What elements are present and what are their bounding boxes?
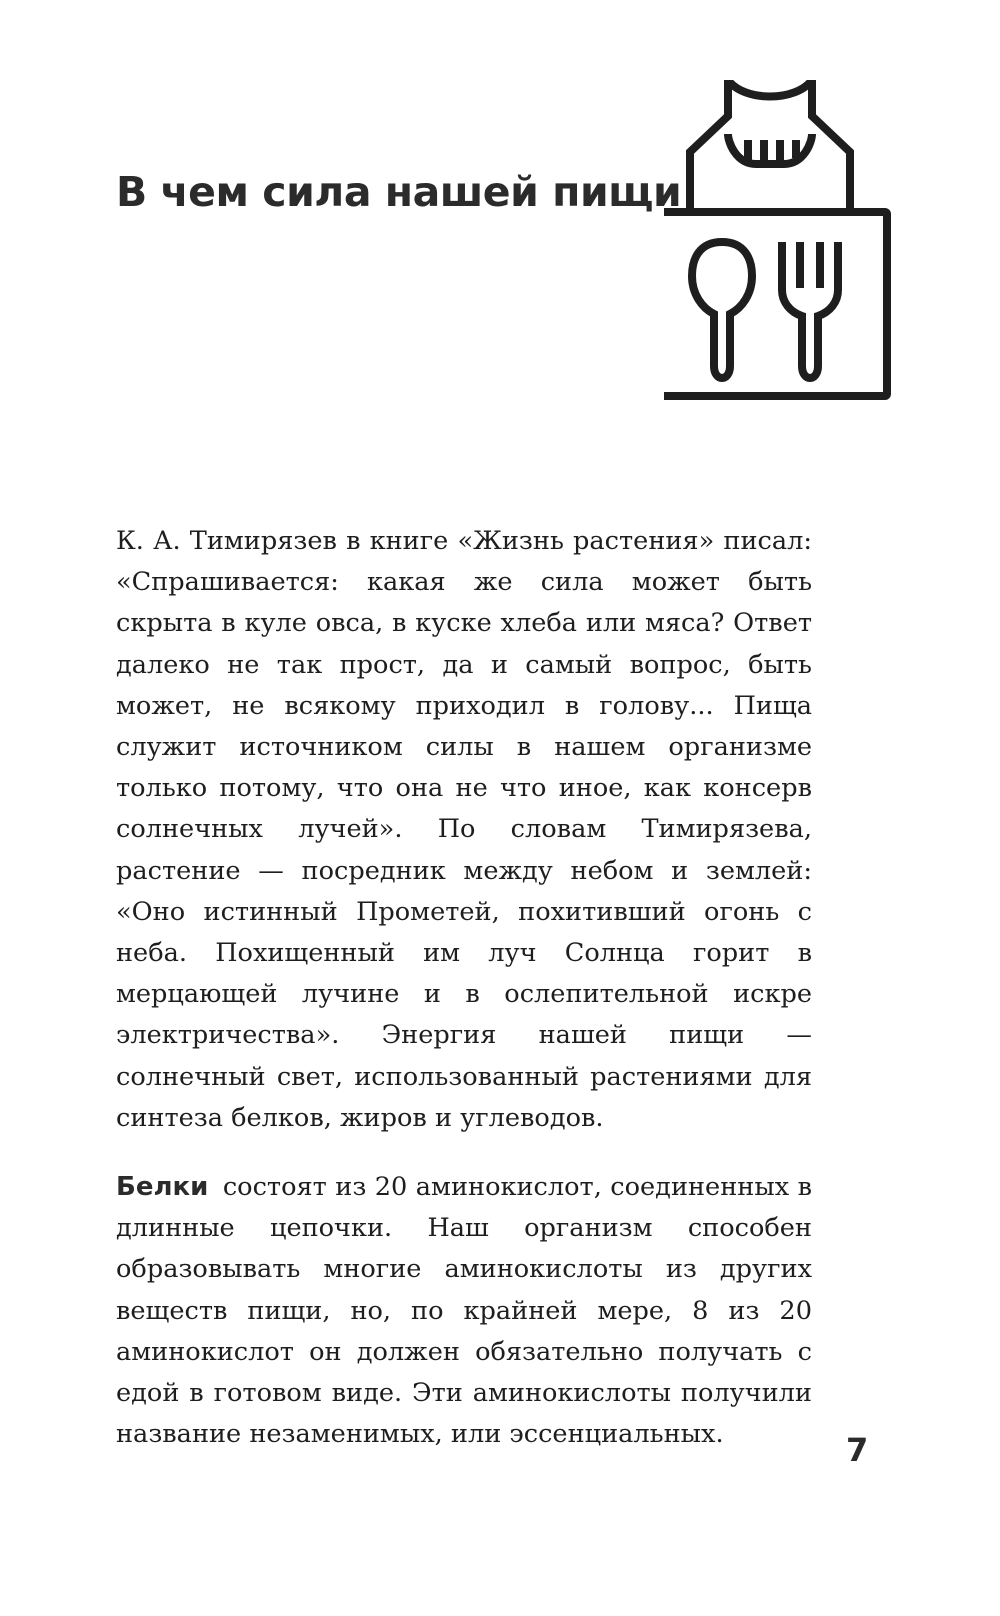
paragraph-timiryazev: К. А. Тимирязев в книге «Жизнь растения» писал: «Спрашивается: какая же сила может быть скрыта в куле овса, в куске хлеба или мяса? Ответ далеко не так прост, да и самый вопрос, быть может, не всякому приходил в голову... Пища служит источником силы в нашем организме только потому, что она не что иное, как консерв солнечных лучей». По словам Тимирязева, растение — посредник между небом и землей: «Оно истинный Прометей, похитивший огонь с неба. Похищенный им луч Солнца горит в мерцающей лучине и в ослепительной искре электричества». Энергия нашей пищи — солнечный свет, использованный растениями для синтеза белков, жиров и углеводов. — [116, 526, 812, 1133]
bag-finger-lines — [748, 140, 796, 160]
food-bag-with-cutlery-icon — [664, 80, 932, 420]
fork-shape — [782, 242, 838, 378]
page-title: В чем сила нашей пищи — [116, 168, 682, 216]
bag-top-arc — [728, 80, 812, 97]
paragraph-proteins-text: состоят из 20 аминокислот, соединенных в длинные цепочки. Наш организм способен образовывать многие аминокислоты из других веществ пищи, но, по крайней мере, 8 из 20 аминокислот он должен обязательно получать с едой в готовом виде. Эти аминокислоты получили название незаменимых, или эссенциальных. — [116, 1172, 813, 1450]
term-proteins: Белки — [116, 1172, 209, 1202]
page-number: 7 — [846, 1431, 869, 1469]
bag-left-flap — [690, 80, 728, 212]
paragraph-proteins — [116, 1167, 812, 1455]
fork-tines — [800, 242, 820, 288]
spoon-shape — [692, 242, 752, 378]
bag-right-flap — [812, 80, 850, 212]
